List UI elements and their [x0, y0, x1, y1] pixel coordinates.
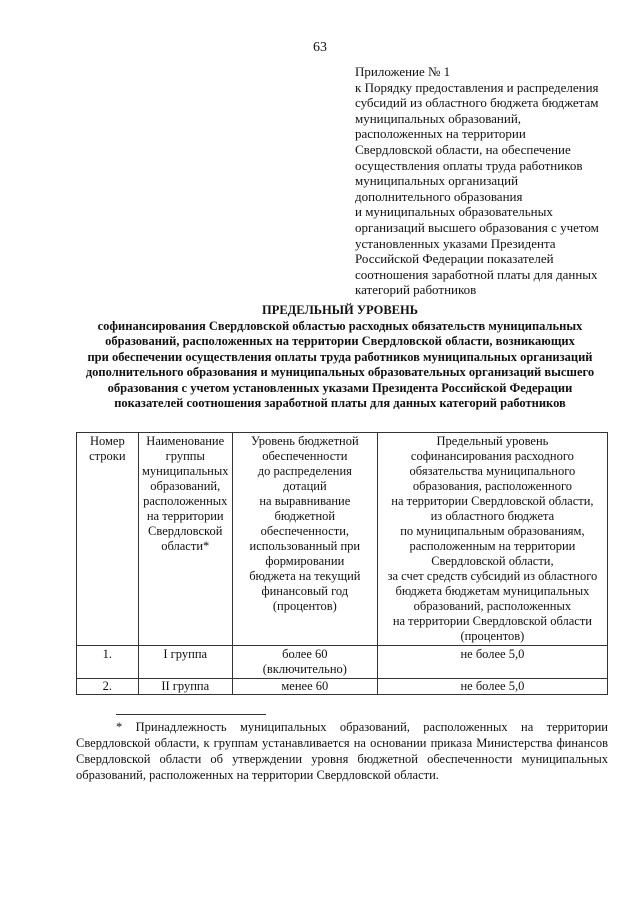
cell-line: II группа — [161, 679, 210, 693]
document-title — [70, 303, 610, 412]
cell-line: за счет средств субсидий из областного — [387, 569, 598, 583]
cell-line: (процентов) — [460, 629, 525, 643]
cell-line: не более 5,0 — [460, 679, 525, 693]
cell-line: обеспеченности, — [260, 524, 350, 538]
footnote: * Принадлежность муниципальных образований, расположенных на территории Свердловской области, к группам устанавливается на основании приказа Министерства финансов Свердловской области об утверждении уровня бюджетной обеспеченности муниципальных образований, расположенных на территории Свердловской области. — [76, 720, 608, 782]
cell-line: Уровень бюджетной — [250, 434, 359, 448]
cell-line: образований, расположенных — [413, 599, 572, 613]
table-cell — [77, 679, 139, 695]
cell-line: 2. — [102, 679, 113, 693]
appendix-line: к Порядку предоставления и распределения — [355, 79, 599, 95]
appendix-line: Приложение № 1 — [355, 64, 451, 79]
limits-table — [76, 432, 608, 695]
cell-line: Номер — [89, 434, 125, 448]
header-cell — [77, 433, 139, 646]
appendix-line: установленных указами Президента — [355, 235, 556, 251]
cell-line: Предельный уровень — [436, 434, 549, 448]
appendix-line: соотношения заработной платы для данных — [355, 266, 598, 282]
header-cell — [377, 433, 607, 646]
table-cell — [77, 646, 139, 679]
table-cell — [138, 646, 232, 679]
cell-line: (включительно) — [262, 662, 347, 676]
cell-line: Свердловской области, — [431, 554, 554, 568]
cell-line: дотаций — [282, 479, 327, 493]
footnote-divider — [116, 714, 266, 715]
table-cell — [138, 679, 232, 695]
cell-line: бюджетной — [274, 509, 336, 523]
appendix-line: дополнительного образования — [355, 188, 523, 204]
appendix-line: муниципальных образований, — [355, 110, 522, 126]
title-line: образований, расположенных на территории Свердловской области, возникающих — [105, 334, 575, 348]
cell-line: из областного бюджета — [430, 509, 555, 523]
appendix-line: Российской Федерации показателей — [355, 251, 554, 267]
cell-line: строки — [89, 449, 126, 463]
cell-line: более 60 — [282, 647, 328, 661]
title-line: при обеспечении осуществления оплаты труда работников муниципальных организаций — [87, 349, 593, 364]
cell-line: I группа — [163, 647, 208, 661]
table-row — [77, 646, 608, 679]
cell-line: на выравнивание — [259, 494, 351, 508]
cell-line: бюджета на текущий — [249, 569, 361, 583]
appendix-line: Свердловской области, на обеспечение — [355, 141, 571, 157]
title-line: образования с учетом установленных указами Президента Российской Федерации — [107, 380, 573, 395]
appendix-line: организаций высшего образования с учетом — [355, 219, 599, 235]
table-cell — [377, 679, 607, 695]
cell-line: на территории Свердловской области — [392, 614, 592, 628]
appendix-line: муниципальных организаций — [355, 173, 519, 189]
cell-line: (процентов) — [272, 599, 337, 613]
cell-line: области* — [161, 539, 210, 553]
cell-line: образования, расположенного — [412, 479, 573, 493]
cell-line: обязательства муниципального — [409, 464, 576, 478]
cell-line: до распределения — [257, 464, 352, 478]
appendix-line: категорий работников — [355, 282, 477, 298]
header-cell — [232, 433, 377, 646]
cell-line: расположенным на территории — [409, 539, 576, 553]
cell-line: Наименование — [146, 434, 225, 448]
page-number: 63 — [313, 40, 327, 55]
appendix-line: расположенных на территории — [355, 126, 526, 142]
table-cell — [232, 679, 377, 695]
cell-line: по муниципальным образованиям, — [400, 524, 585, 538]
cell-line: бюджета бюджетам муниципальных — [395, 584, 590, 598]
header-cell — [138, 433, 232, 646]
table-cell — [232, 646, 377, 679]
cell-line: образований, — [150, 479, 221, 493]
cell-line: муниципальных — [141, 464, 229, 478]
cell-line: использованный при — [249, 539, 361, 553]
cell-line: на территории — [146, 509, 224, 523]
cell-line: Свердловской — [148, 524, 223, 538]
title-line: дополнительного образования и муниципальных образовательных организаций высшего — [85, 365, 595, 379]
cell-line: расположенных — [143, 494, 228, 508]
table-cell — [377, 646, 607, 679]
cell-line: 1. — [102, 647, 113, 661]
cell-line: формировании — [265, 554, 345, 568]
title-line: показателей соотношения заработной платы для данных категорий работников — [114, 396, 566, 410]
cell-line: софинансирования расходного — [410, 449, 574, 463]
appendix-line: осуществления оплаты труда работников — [355, 157, 583, 173]
appendix-line: субсидий из областного бюджета бюджетам — [355, 95, 599, 111]
cell-line: группы — [165, 449, 205, 463]
table-row — [77, 679, 608, 695]
cell-line: финансовый год — [261, 584, 349, 598]
title-line: софинансирования Свердловской областью расходных обязательств муниципальных — [97, 318, 583, 333]
header-row — [77, 433, 608, 646]
cell-line: на территории Свердловской области, — [391, 494, 594, 508]
cell-line: не более 5,0 — [460, 647, 525, 661]
cell-line: обеспеченности — [262, 449, 348, 463]
title-line: ПРЕДЕЛЬНЫЙ УРОВЕНЬ — [261, 303, 418, 317]
cell-line: менее 60 — [281, 679, 329, 693]
appendix-line: и муниципальных образовательных — [355, 204, 553, 220]
appendix-header — [355, 64, 615, 298]
